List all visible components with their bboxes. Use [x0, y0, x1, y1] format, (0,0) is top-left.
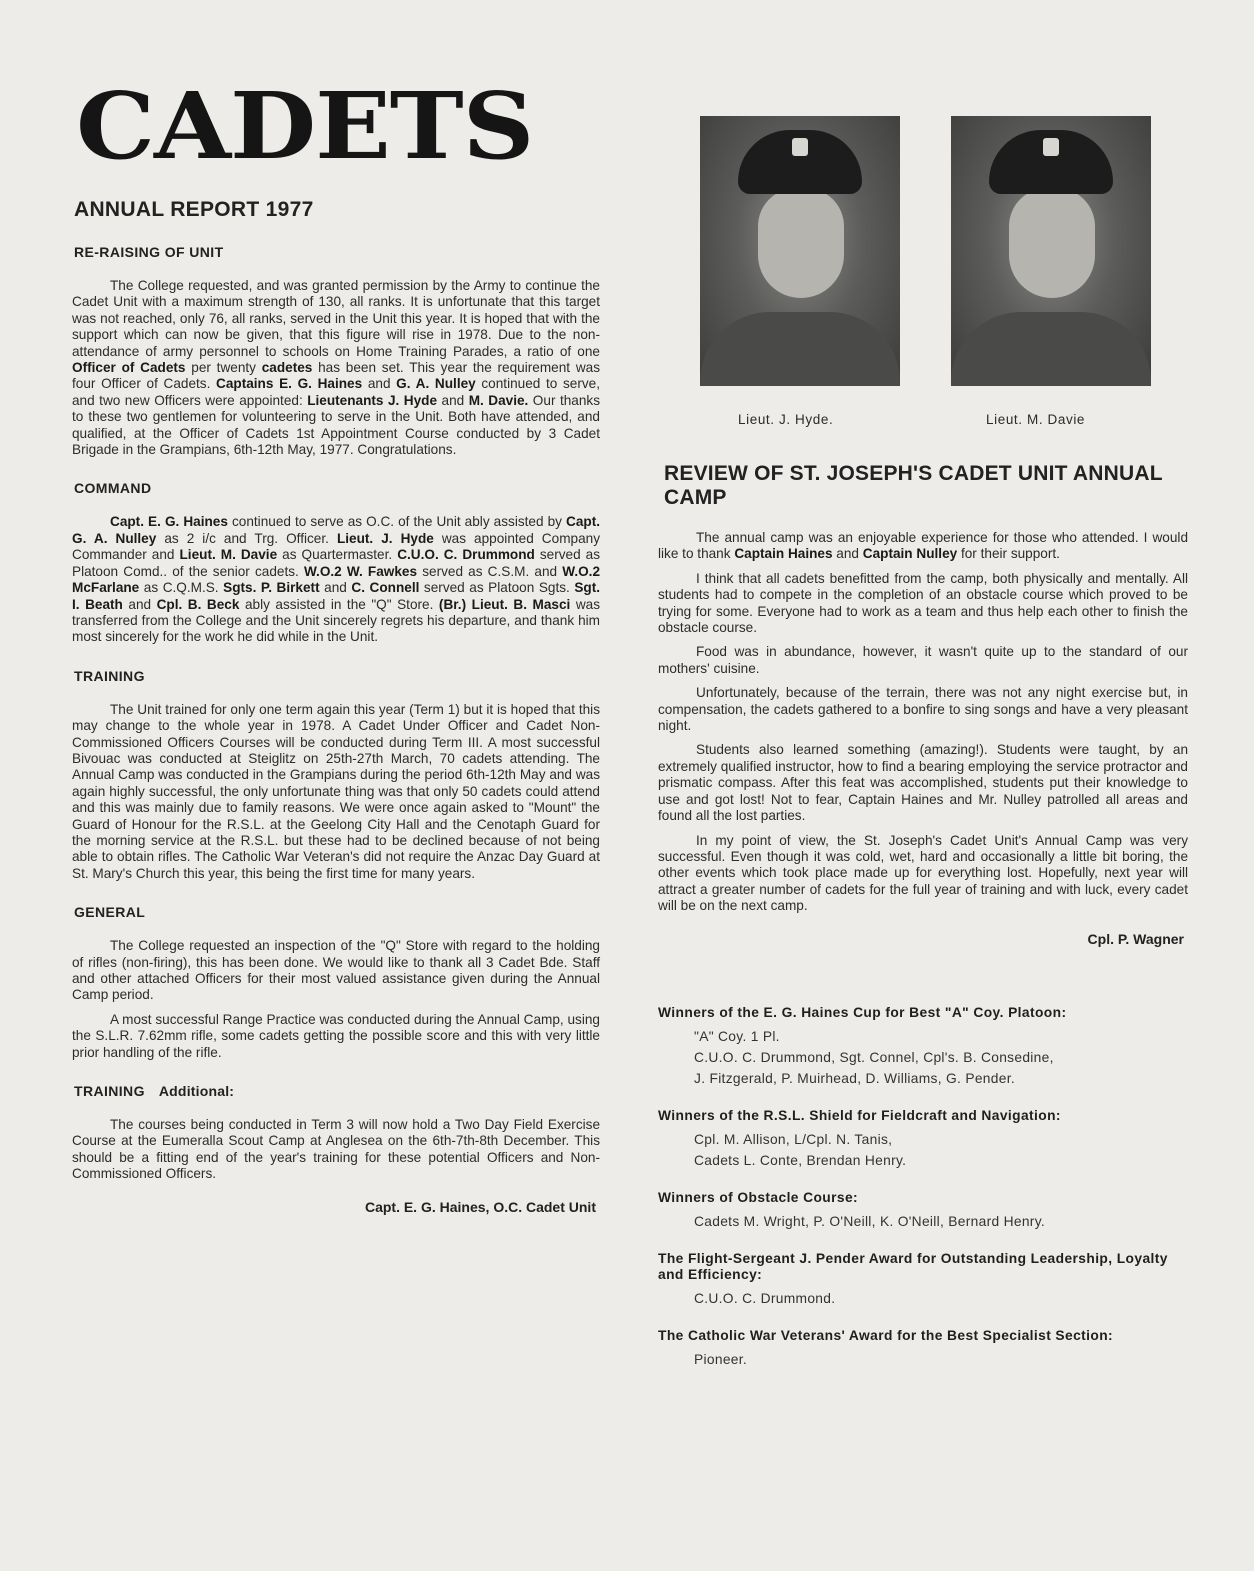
section-training-additional [72, 1083, 600, 1183]
award-winners: Pioneer. [694, 1351, 748, 1367]
report-signature: Capt. E. G. Haines, O.C. Cadet Unit [364, 1198, 596, 1215]
section-paragraph: The College requested, and was granted permission by the Army to continue the Cadet Unit with a maximum strength of 130, all ranks. It is unfortunate that this target was not reached, only 76, all ranks, served in the Unit this year. It is hoped that with the support which can now be given, that this figure will rise in 1978. Due to the non-attendance of army personnel to schools on Home Training Parades, a ratio of one Officer of Cadets per twenty cadetes has been set. This year the requirement was four Officer of Cadets. Captains E. G. Haines and G. A. Nulley continued to serve, and two new Officers were appointed: Lieutenants J. Hyde and M. Davie. Our thanks to these two gentlemen for volunteering to serve in the Unit. Both have attended, and qualified, at the Officer of Cadets 1st Appointment Course conducted by 3 Cadet Brigade in the Grampians, 6th-12th May, 1977. Congratulations. [72, 278, 601, 458]
award-title: Winners of Obstacle Course: [658, 1189, 859, 1205]
award-winners: Cpl. M. Allison, L/Cpl. N. Tanis, [694, 1131, 893, 1147]
review-paragraph: I think that all cadets benefitted from the camp, both physically and mentally. All students had to compete in the completion of an obstacle course which proved to be trying for some. Everyone had to work as a team and thus help each other to finish the obstacle course. [658, 570, 1188, 636]
section-command [72, 480, 600, 645]
report-title: ANNUAL REPORT 1977 [74, 198, 314, 221]
section-heading: COMMAND [74, 480, 152, 497]
section-training [72, 668, 600, 882]
page-masthead: CADETS [76, 72, 534, 180]
review-paragraph: Students also learned something (amazing!). Students were taught, by an extremely qualified instructor, how to find a bearing employing the service protractor and prismatic compass. After this feat was accomplished, students put their knowledge to use and got lost! Not to fear, Captain Haines and Mr. Nulley patrolled all areas and found all the lost parties. [658, 742, 1188, 824]
right-column [658, 116, 1188, 1389]
section-heading: TRAINING [74, 667, 145, 684]
section-re-raising [72, 244, 600, 458]
section-heading: RE-RAISING OF UNIT [74, 244, 224, 260]
award-title: The Catholic War Veterans' Award for the Best Specialist Section: [658, 1327, 1114, 1343]
section-paragraph: The Unit trained for only one term again this year (Term 1) but it is hoped that this may change to the whole year in 1978. A Cadet Under Officer and Cadet Non-Commissioned Officers Courses will be conducted during Term III. A most successful Bivouac was conducted at Steiglitz on 25th-27th March, 70 cadets attending. The Annual Camp was conducted in the Grampians during the period 6th-12th May and was again highly successful, the only unfortunate thing was that only 50 cadets could attend and this was mainly due to family reasons. We were once again asked to "Mount" the Guard of Honour for the R.S.L. at the Geelong City Hall and the Cenotaph Guard for the morning service at the R.S.L. but these had to be declined because of not being able to obtain rifles. The Catholic War Veteran's did not require the Anzac Day Guard at St. Mary's Church this year, this being the first time for many years. [72, 701, 600, 881]
award-winners: "A" Coy. 1 Pl. [694, 1028, 780, 1044]
section-heading [74, 1083, 600, 1099]
review-paragraph: In my point of view, the St. Joseph's Cadet Unit's Annual Camp was very successful. Even though it was cold, wet, hard and occasionally a little bit boring, the other events which took place made up for everything lost. Hopefully, next year will attract a greater number of cadets for the full year of training and with luck, every cadet will be on the next camp. [658, 832, 1188, 914]
award-item [658, 1108, 1188, 1168]
officer-photos [658, 116, 1188, 427]
awards-list [658, 1005, 1188, 1367]
award-title: Winners of the E. G. Haines Cup for Best "A" Coy. Platoon: [658, 1004, 1067, 1020]
award-item [658, 1328, 1188, 1367]
officer-photo-davie [951, 116, 1151, 386]
photo-caption: Lieut. M. Davie [986, 412, 1086, 427]
award-item [658, 1251, 1188, 1306]
award-winners: Cadets L. Conte, Brendan Henry. [694, 1152, 907, 1168]
award-title: Winners of the R.S.L. Shield for Fieldcraft and Navigation: [658, 1107, 1061, 1123]
review-paragraph: The annual camp was an enjoyable experience for those who attended. I would like to thank Captain Haines and Captain Nulley for their support. [658, 530, 1188, 562]
section-paragraph: The courses being conducted in Term 3 will now hold a Two Day Field Exercise Course at the Eumeralla Scout Camp at Anglesea on the 6th-7th-8th December. This should be a fitting end of the year's training for these potential Officers and Non-Commissioned Officers. [72, 1117, 600, 1182]
section-paragraph: The College requested an inspection of the "Q" Store with regard to the holding of rifles (non-firing), this has been done. We would like to thank all 3 Cadet Bde. Staff and other attached Officers for their most valued assistance given during the Annual Camp period. [72, 938, 600, 1003]
award-item [658, 1005, 1188, 1086]
award-winners: C.U.O. C. Drummond. [694, 1290, 836, 1306]
section-heading: GENERAL [74, 904, 146, 921]
review-title: REVIEW OF ST. JOSEPH'S CADET UNIT ANNUAL CAMP [664, 462, 1163, 509]
officer-photo-hyde [700, 116, 900, 386]
photo-caption: Lieut. J. Hyde. [738, 412, 834, 427]
section-paragraph: Capt. E. G. Haines continued to serve as O.C. of the Unit ably assisted by Capt. G. A. Nulley as 2 i/c and Trg. Officer. Lieut. J. Hyde was appointed Company Commander and Lieut. M. Davie as Quartermaster. C.U.O. C. Drummond served as Platoon Comd.. of the senior cadets. W.O.2 W. Fawkes served as C.S.M. and W.O.2 McFarlane as C.Q.M.S. Sgts. P. Birkett and C. Connell served as Platoon Sgts. Sgt. I. Beath and Cpl. B. Beck ably assisted in the "Q" Store. (Br.) Lieut. B. Masci was transferred from the College and the Unit sincerely regrets his departure, and thank him most sincerely for the work he did while in the Unit. [72, 514, 601, 645]
section-general [72, 904, 600, 1061]
review-paragraph: Unfortunately, because of the terrain, there was not any night exercise but, in compensation, the cadets gathered to a bonfire to sing songs and have a very pleasant night. [658, 685, 1188, 734]
section-heading-text: TRAINING [74, 1083, 145, 1100]
award-winners: Cadets M. Wright, P. O'Neill, K. O'Neill, Bernard Henry. [694, 1213, 1046, 1229]
review-body [658, 530, 1188, 915]
review-paragraph: Food was in abundance, however, it wasn't quite up to the standard of our mothers' cuisine. [658, 644, 1188, 676]
left-column [72, 72, 601, 1215]
section-heading-extra: Additional: [158, 1083, 235, 1100]
review-signature: Cpl. P. Wagner [1087, 930, 1184, 947]
award-item [658, 1190, 1188, 1229]
award-winners: J. Fitzgerald, P. Muirhead, D. Williams, G. Pender. [694, 1070, 1015, 1086]
section-paragraph: A most successful Range Practice was conducted during the Annual Camp, using the S.L.R. 7.62mm rifle, some cadets getting the possible score and this with very little prior handling of the rifle. [72, 1011, 600, 1060]
award-title: The Flight-Sergeant J. Pender Award for Outstanding Leadership, Loyalty and Efficiency: [658, 1250, 1168, 1282]
award-winners: C.U.O. C. Drummond, Sgt. Connel, Cpl's. B. Consedine, [694, 1049, 1054, 1065]
